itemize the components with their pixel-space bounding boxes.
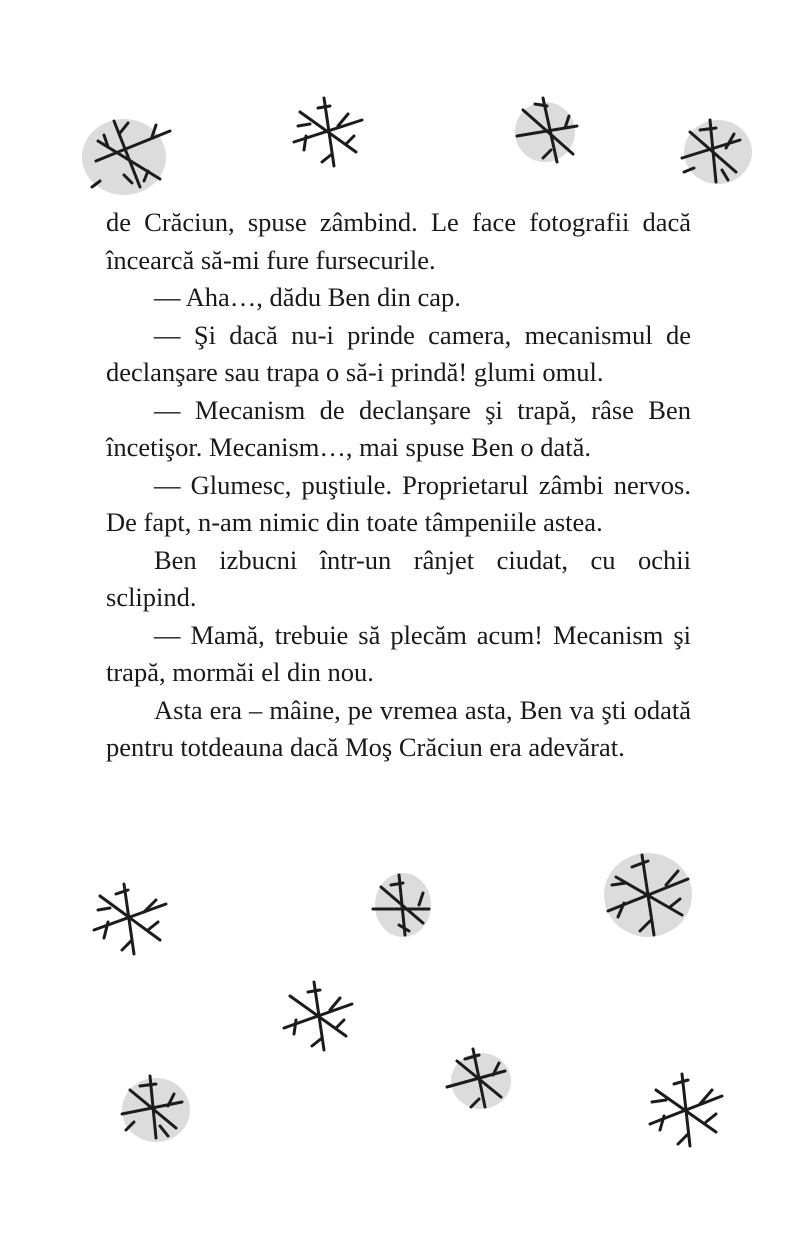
paragraph: — Glumesc, puştiule. Proprietarul zâmbi nervos. De fapt, n-am nimic din toate tâmpeniile astea.	[106, 469, 691, 537]
paragraph: — Aha…, dădu Ben din cap.	[154, 282, 461, 312]
snowflake-icon	[366, 868, 436, 942]
snowflake-icon	[288, 92, 368, 172]
snowflake-icon	[598, 848, 698, 942]
snowflake-icon	[112, 1070, 192, 1146]
snowflake-icon	[644, 1068, 728, 1152]
snowflake-icon	[672, 112, 752, 188]
paragraph: Asta era – mâine, pe vremea asta, Ben va şti odată pentru totdeauna dacă Moş Crăciun era adevărat.	[106, 694, 691, 762]
snowflake-icon	[88, 876, 172, 960]
snowflake-icon	[278, 976, 358, 1056]
paragraph: — Mecanism de declanşare şi trapă, râse Ben încetişor. Mecanism…, mai spuse Ben o dată.	[106, 394, 691, 462]
snowflake-icon	[505, 92, 585, 168]
snowflake-icon	[80, 108, 180, 198]
story-text	[106, 204, 691, 767]
paragraph: de Crăciun, spuse zâmbind. Le face fotografii dacă încearcă să-mi fure fursecurile.	[106, 207, 691, 275]
snowflake-icon	[440, 1044, 514, 1114]
paragraph: — Şi dacă nu-i prinde camera, mecanismul de declanşare sau trapa o să-i prindă! glumi omul.	[106, 319, 691, 387]
paragraph: — Mamă, trebuie să plecăm acum! Mecanism şi trapă, mormăi el din nou.	[106, 619, 691, 687]
paragraph: Ben izbucni într-un rânjet ciudat, cu ochii sclipind.	[106, 544, 691, 612]
